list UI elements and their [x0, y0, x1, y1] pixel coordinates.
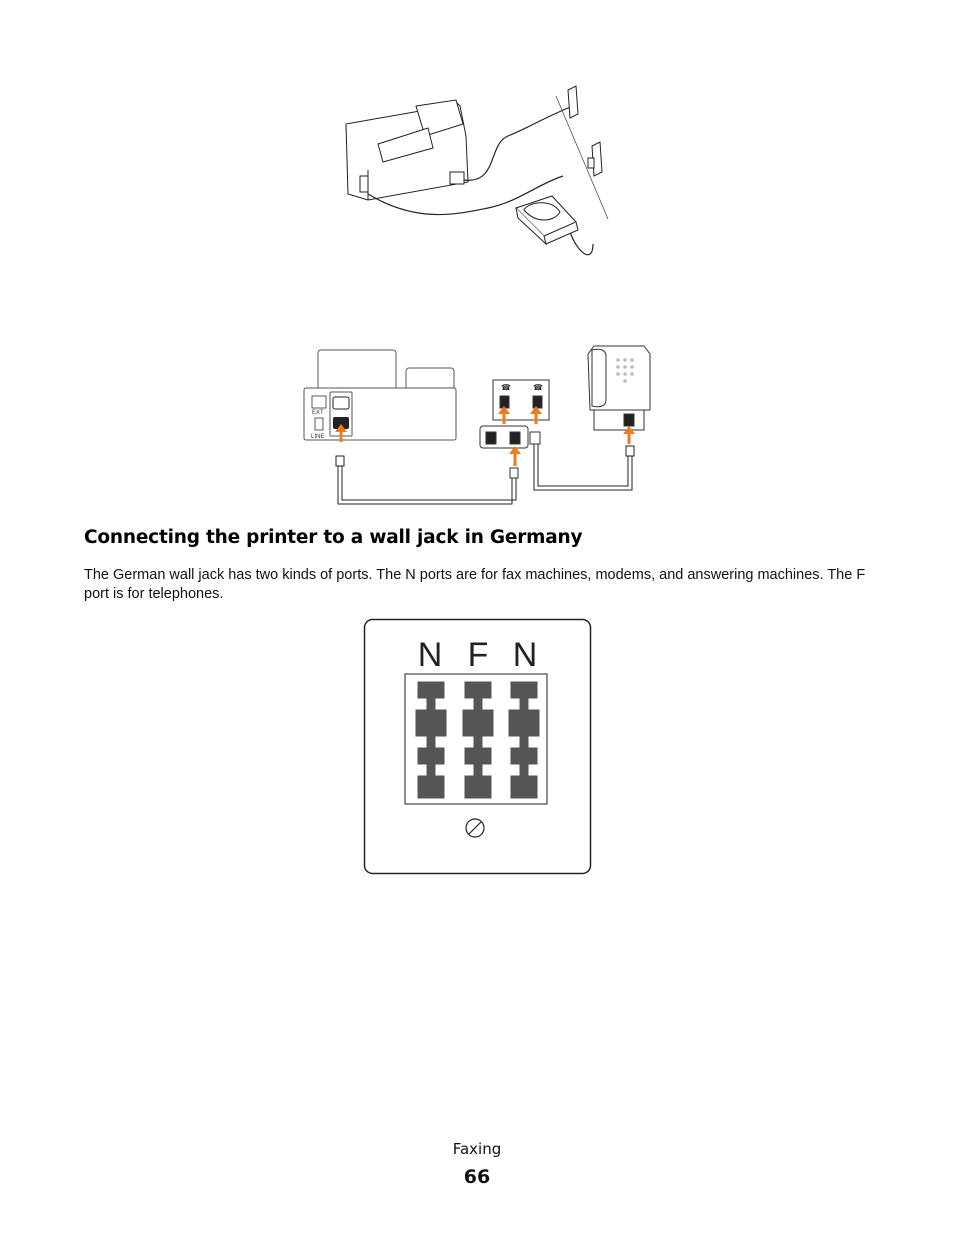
line-port-label: LINE [311, 434, 325, 440]
section-heading: Connecting the printer to a wall jack in Germany [84, 527, 583, 548]
svg-text:☎: ☎ [501, 383, 511, 392]
footer-section-label: Faxing [452, 1140, 502, 1158]
page-number: 66 [463, 1166, 491, 1188]
port-label-n-left: N [417, 636, 443, 674]
section-body-text: The German wall jack has two kinds of ports. The N ports are for fax machines, modems, and answering machines. The F port is for telephones. [84, 567, 866, 602]
printer-splitter-phone-diagram [300, 342, 652, 508]
ext-port-label: EXT [312, 410, 324, 416]
port-label-f: F [467, 636, 489, 674]
screw-icon [466, 819, 484, 837]
port-label-n-right: N [512, 636, 538, 674]
printer-wall-phone-illustration [338, 84, 616, 264]
svg-text:☎: ☎ [533, 383, 543, 392]
german-wall-jack-diagram [363, 618, 592, 875]
